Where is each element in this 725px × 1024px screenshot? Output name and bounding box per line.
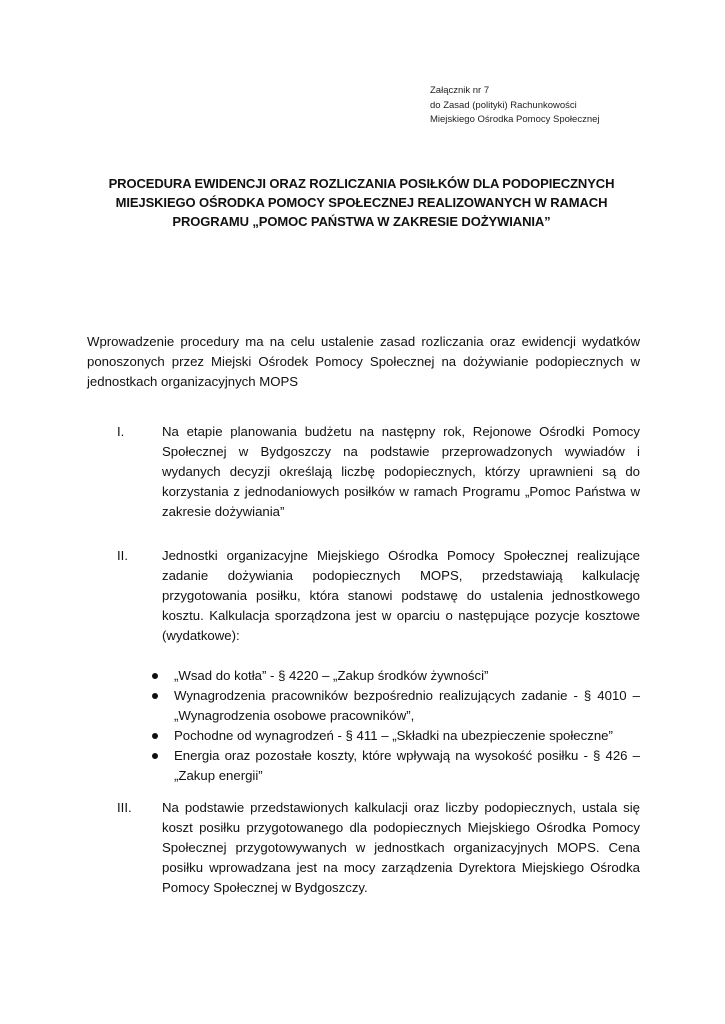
annex-line-2: do Zasad (polityki) Rachunkowości — [430, 99, 577, 111]
title-line-2: MIEJSKIEGO OŚRODKA POMOCY SPOŁECZNEJ REALIZOWANYCH W RAMACH — [115, 195, 608, 210]
annex-note — [430, 84, 600, 128]
list-item: Energia oraz pozostałe koszty, które wpływają na wysokość posiłku - § 426 – „Zakup energii” — [87, 746, 640, 786]
annex-line-3: Miejskiego Ośrodka Pomocy Społecznej — [430, 114, 600, 125]
section-number: I. — [117, 424, 125, 439]
list-item: Pochodne od wynagrodzeń - § 411 – „Składki na ubezpieczenie społeczne” — [87, 726, 640, 746]
annex-line-1: Załącznik nr 7 — [430, 85, 490, 96]
section-text: Na etapie planowania budżetu na następny rok, Rejonowe Ośrodki Pomocy Społecznej w Bydgoszczy na podstawie przeprowadzonych wywiadów i wydanych decyzji określają liczbę podopiecznych, którzy uprawnieni są do korzystania z jednodaniowych posiłków w ramach Programu „Pomoc Państwa w zakresie dożywiania” — [162, 424, 640, 519]
document-title — [95, 174, 628, 231]
bullet-icon — [152, 673, 158, 679]
list-item: Wynagrodzenia pracowników bezpośrednio realizujących zadanie - § 4010 – „Wynagrodzenia osobowe pracowników”, — [87, 686, 640, 726]
section-number: III. — [117, 800, 132, 815]
bullet-icon — [152, 733, 158, 739]
bullet-icon — [152, 693, 158, 699]
intro-paragraph: Wprowadzenie procedury ma na celu ustalenie zasad rozliczania oraz ewidencji wydatków ponoszonych przez Miejski Ośrodek Pomocy Społecznej na dożywianie podopiecznych w jednostkach organizacyjnych MOPS — [87, 334, 640, 389]
section-1 — [87, 422, 640, 522]
section-text: Jednostki organizacyjne Miejskiego Ośrodka Pomocy Społecznej realizujące zadanie dożywiania podopiecznych MOPS, przedstawiają kalkulację przygotowania posiłku, która stanowi podstawę do ustalenia jednostkowego kosztu. Kalkulacja sporządzona jest w oparciu o następujące pozycje kosztowe (wydatkowe): — [162, 548, 640, 643]
bullet-icon — [152, 753, 158, 759]
section-number: II. — [117, 548, 128, 563]
section-3 — [87, 798, 640, 898]
section-2 — [87, 546, 640, 786]
section-text: Na podstawie przedstawionych kalkulacji oraz liczby podopiecznych, ustala się koszt posiłku przygotowanego dla podopiecznych Miejskiego Ośrodka Pomocy Społecznej przygotowywanych w jednostkach organizacyjnych MOPS. Cena posiłku wprowadzana jest na mocy zarządzenia Dyrektora Miejskiego Ośrodka Pomocy Społecznej w Bydgoszczy. — [162, 800, 640, 895]
title-line-3: PROGRAMU „POMOC PAŃSTWA W ZAKRESIE DOŻYWIANIA” — [172, 214, 551, 229]
cost-items-list — [87, 666, 640, 786]
title-line-1: PROCEDURA EWIDENCJI ORAZ ROZLICZANIA POSIŁKÓW DLA PODOPIECZNYCH — [108, 176, 615, 191]
list-item: „Wsad do kotła” - § 4220 – „Zakup środków żywności” — [87, 666, 640, 686]
